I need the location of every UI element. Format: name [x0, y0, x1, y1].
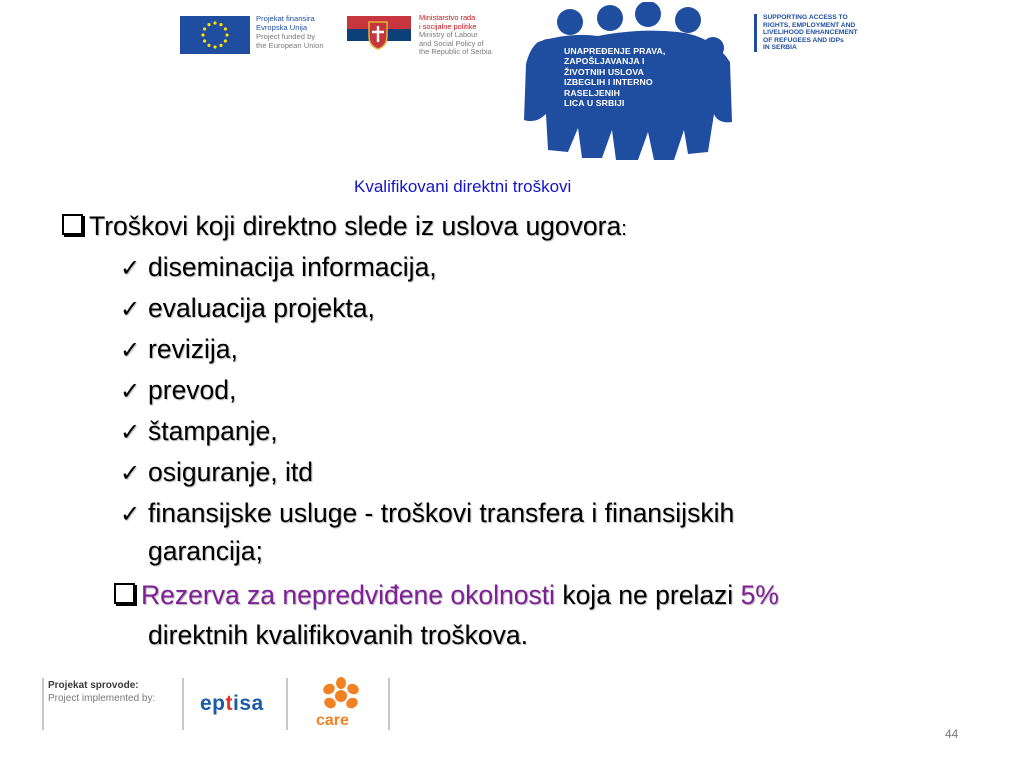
crowd-logo-line: ŽIVOTNIH USLOVA — [564, 66, 645, 77]
crowd-logo-line: ZAPOŠLJAVANJA I — [564, 56, 645, 67]
checkmark-icon: ✓ — [120, 419, 141, 446]
divider — [754, 14, 757, 52]
crowd-logo-line: LICA U SRBIJI — [564, 98, 625, 109]
eptisa-logo-part: t — [225, 692, 234, 715]
list-item-text: finansijske usluge - troškovi transfera i finansijskih — [148, 498, 735, 528]
reserve-bullet — [114, 580, 779, 610]
reserve-highlight: Rezerva za nepredviđene okolnosti — [141, 580, 555, 610]
project-logo-text — [763, 14, 903, 52]
serbia-flag-logo — [347, 16, 411, 54]
slide-subtitle: Kvalifikovani direktni troškovi — [354, 177, 572, 196]
list-item-text: osiguranje, itd — [148, 457, 313, 487]
implemented-by-label — [48, 679, 155, 705]
checkmark-icon: ✓ — [120, 296, 141, 323]
crowd-logo-text — [564, 46, 684, 108]
list-item — [120, 293, 375, 325]
list-item-text: diseminacija informacija, — [148, 252, 437, 282]
ministry-logo-text — [419, 14, 492, 57]
heading-bullet — [62, 211, 627, 244]
eu-logo-line: Evropska Unija — [256, 23, 308, 32]
list-item — [120, 334, 238, 366]
list-item — [120, 498, 734, 530]
list-item — [120, 375, 236, 407]
divider — [286, 678, 288, 730]
reserve-percent: 5% — [740, 580, 779, 610]
list-item-continuation: garancija; — [148, 536, 263, 566]
list-item-text: štampanje, — [148, 416, 278, 446]
implemented-by-text: Project implemented by: — [48, 693, 156, 704]
list-item-text: revizija, — [148, 334, 238, 364]
checkmark-icon: ✓ — [120, 255, 141, 282]
implemented-by-text: Projekat sprovode: — [48, 680, 139, 691]
care-logo-text: care — [316, 712, 349, 729]
crowd-logo-line: RASELJENIH — [564, 87, 621, 98]
eptisa-logo — [200, 692, 264, 716]
list-item — [120, 252, 437, 284]
reserve-continuation: direktnih kvalifikovanih troškova. — [148, 620, 529, 650]
checkmark-icon: ✓ — [120, 460, 141, 487]
page-number: 44 — [945, 727, 959, 741]
checkmark-icon: ✓ — [120, 337, 141, 364]
ministry-logo-line: the Republic of Serbia — [419, 47, 492, 57]
reserve-text: koja ne prelazi — [554, 580, 741, 610]
eu-flag-logo — [180, 16, 250, 54]
list-item — [120, 457, 313, 489]
eu-logo-line: the European Union — [256, 41, 324, 50]
square-bullet-icon — [62, 214, 83, 235]
list-item-text: prevod, — [148, 375, 237, 405]
coat-of-arms-icon — [367, 18, 389, 50]
list-item — [120, 416, 278, 448]
project-logo-line: RIGHTS, EMPLOYMENT AND — [763, 21, 856, 29]
ministry-logo-line: and Social Policy of — [419, 38, 484, 48]
project-logo-line: SUPPORTING ACCESS TO — [763, 14, 848, 21]
eu-logo-line: Project funded by — [256, 32, 316, 41]
divider — [388, 678, 390, 730]
project-logo-line: IN SERBIA — [763, 44, 797, 52]
checkmark-icon: ✓ — [120, 501, 141, 528]
project-logo-line: OF REFUGEES AND IDPs — [763, 36, 844, 44]
heading-colon: : — [621, 218, 627, 240]
eptisa-logo-part: ep — [200, 692, 226, 715]
ministry-logo-line: Ministarstvo rada — [419, 13, 476, 22]
eptisa-logo-part: isa — [233, 692, 264, 715]
list-item-text: evaluacija projekta, — [148, 293, 375, 323]
square-bullet-icon — [114, 583, 135, 604]
checkmark-icon: ✓ — [120, 378, 141, 405]
crowd-logo-line: UNAPREĐENJE PRAVA, — [564, 46, 666, 56]
crowd-logo-line: IZBEGLIH I INTERNO — [564, 77, 653, 88]
eu-logo-line: Projekat finansira — [256, 14, 315, 23]
divider — [182, 678, 184, 730]
heading-text: Troškovi koji direktno slede iz uslova ugovora — [89, 211, 622, 241]
project-logo-line: LIVELIHOOD ENHANCEMENT — [763, 29, 858, 37]
ministry-logo-line: i socijalne politike — [419, 21, 477, 31]
divider — [42, 678, 44, 730]
ministry-logo-line: Ministry of Labour — [419, 30, 478, 40]
eu-logo-text — [256, 14, 324, 50]
